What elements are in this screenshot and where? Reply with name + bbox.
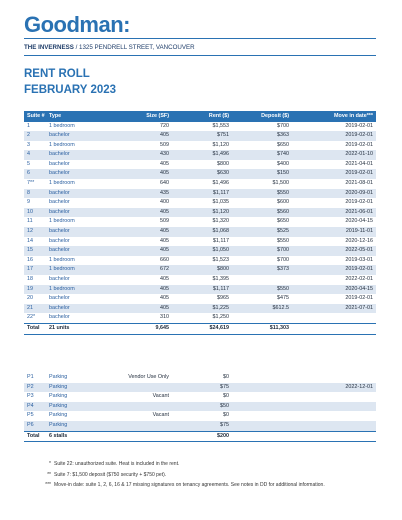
rent-cell: $1,523 [212, 256, 229, 263]
footnote-mark: *** [45, 482, 51, 488]
deposit-cell [232, 313, 292, 323]
building-name: THE INVERNESS [24, 44, 74, 51]
rent-roll-row [24, 189, 376, 199]
stall-rent-cell: $0 [223, 374, 229, 380]
property-address [24, 44, 195, 51]
rent-roll-row [24, 217, 376, 227]
deposit-cell: $650 [277, 141, 289, 148]
deposit-cell: $560 [232, 208, 292, 218]
footnote [34, 480, 325, 491]
footnote [34, 470, 325, 481]
deposit-cell [232, 275, 292, 285]
rent-roll-row [24, 304, 376, 314]
company-logo: Goodman: [24, 12, 130, 37]
stall-move-in-cell: 2022-12-01 [232, 383, 376, 393]
suite-cell: 17 [24, 265, 46, 275]
stall-type-cell: Parking [49, 412, 68, 419]
header-rule-top [24, 38, 376, 39]
stall-rent-cell: $75 [172, 421, 232, 431]
suite-cell: 19 [24, 285, 46, 295]
street-address: 1325 PENDRELL STREET, VANCOUVER [79, 44, 195, 51]
rent-roll-row [24, 246, 376, 256]
suite-cell: 21 [24, 304, 46, 314]
rent-cell: $1,050 [172, 246, 232, 256]
rent-roll-row [24, 227, 376, 237]
move-in-cell: 2019-03-01 [345, 256, 373, 263]
type-cell: 1 bedroom [49, 218, 75, 225]
size-cell: 405 [98, 285, 172, 295]
rent-roll-row [24, 313, 376, 323]
rent-cell: $1,496 [212, 180, 229, 187]
move-in-cell: 2021-07-01 [292, 304, 376, 314]
rent-roll-row [24, 141, 376, 151]
suite-cell: 11 [27, 218, 33, 225]
size-cell: 640 [160, 180, 169, 187]
move-in-cell: 2020-09-01 [292, 189, 376, 199]
stall-rent-cell: $75 [172, 383, 232, 393]
stall-status-cell [98, 402, 172, 412]
deposit-cell: $612.5 [232, 304, 292, 314]
rent-cell: $1,320 [212, 218, 229, 225]
footnote-text: Suite 22: unauthorized suite. Heat is included in the rent. [54, 461, 180, 467]
suite-cell: 18 [27, 276, 33, 282]
rent-roll-row [24, 275, 376, 285]
stall-cell: P2 [24, 383, 46, 393]
type-cell: 1 bedroom [46, 285, 98, 295]
suite-cell: 6 [24, 169, 46, 179]
suite-cell: 4 [24, 150, 46, 160]
rent-cell: $800 [172, 265, 232, 275]
total-label: Total [24, 323, 46, 334]
move-in-cell: 2019-02-01 [292, 131, 376, 141]
total-deposit: $11,303 [232, 323, 292, 334]
rent-cell: $1,035 [212, 199, 229, 206]
total-rent: $24,619 [172, 323, 232, 334]
col-header-deposit: Deposit ($) [232, 111, 292, 122]
type-cell: 1 bedroom [46, 265, 98, 275]
stall-type-cell: Parking [49, 393, 68, 400]
suite-cell: 12 [24, 227, 46, 237]
rent-roll-row [24, 179, 376, 189]
stall-cell: P3 [27, 393, 34, 400]
col-header-rent: Rent ($) [172, 111, 232, 122]
rent-cell: $1,250 [212, 314, 229, 321]
rent-cell: $1,395 [212, 276, 229, 282]
suite-cell: 14 [27, 237, 33, 244]
stall-move-in-cell [232, 402, 376, 412]
size-cell: 720 [160, 122, 169, 129]
stall-move-in-cell [232, 392, 376, 402]
deposit-cell: $400 [277, 160, 289, 167]
stall-type-cell: Parking [46, 383, 98, 393]
suite-cell: 2 [24, 131, 46, 141]
stall-type-cell: Parking [46, 402, 98, 412]
move-in-cell: 2019-02-01 [345, 199, 373, 206]
parking-total-row [24, 431, 376, 442]
size-cell: 430 [98, 150, 172, 160]
deposit-cell: $550 [232, 285, 292, 295]
move-in-cell: 2022-02-01 [345, 276, 373, 282]
size-cell: 400 [160, 199, 169, 206]
deposit-cell: $650 [277, 218, 289, 225]
deposit-cell: $1,500 [272, 180, 289, 187]
deposit-cell: $373 [232, 265, 292, 275]
parking-total-blank [98, 431, 172, 442]
suite-cell: 8 [24, 189, 46, 199]
rent-roll-row [24, 150, 376, 160]
size-cell: 405 [160, 295, 169, 302]
footnotes [34, 459, 325, 491]
size-cell: 405 [160, 237, 169, 244]
type-cell: 1 bedroom [49, 141, 75, 148]
rent-roll-table [24, 111, 376, 335]
move-in-cell: 2019-02-01 [345, 141, 373, 148]
rent-roll-row [24, 160, 376, 170]
stall-type-cell: Parking [49, 374, 68, 380]
parking-total-stalls: 6 stalls [46, 431, 98, 442]
stall-cell: P4 [24, 402, 46, 412]
deposit-cell: $525 [232, 227, 292, 237]
size-cell: 405 [160, 160, 169, 167]
type-cell: bachelor [46, 169, 98, 179]
rent-cell: $1,225 [172, 304, 232, 314]
rent-roll-row [24, 256, 376, 266]
total-move-in [292, 323, 376, 334]
parking-total-move-in [232, 431, 376, 442]
rent-roll-header-row [24, 111, 376, 122]
deposit-cell: $150 [232, 169, 292, 179]
parking-table [24, 373, 376, 442]
size-cell: 509 [160, 141, 169, 148]
rent-cell: $1,553 [212, 122, 229, 129]
footnote [34, 459, 325, 470]
rent-cell: $965 [217, 295, 229, 302]
type-cell: 1 bedroom [49, 122, 75, 129]
stall-status-cell [98, 421, 172, 431]
size-cell: 405 [98, 208, 172, 218]
type-cell: bachelor [46, 189, 98, 199]
stall-cell: P1 [27, 374, 34, 380]
move-in-cell: 2021-06-01 [292, 208, 376, 218]
type-cell: bachelor [46, 304, 98, 314]
parking-total-label: Total [24, 431, 46, 442]
type-cell: bachelor [49, 199, 70, 206]
rent-roll-row [24, 237, 376, 247]
move-in-cell: 2020-04-15 [292, 285, 376, 295]
deposit-cell: $740 [232, 150, 292, 160]
rent-cell: $1,117 [172, 189, 232, 199]
type-cell: bachelor [49, 295, 70, 302]
rent-cell: $1,117 [212, 237, 229, 244]
deposit-cell: $363 [232, 131, 292, 141]
type-cell: bachelor [46, 150, 98, 160]
footnote-mark: * [49, 461, 51, 467]
move-in-cell: 2019-02-01 [345, 122, 373, 129]
deposit-cell: $700 [232, 246, 292, 256]
rent-roll-row [24, 285, 376, 295]
move-in-cell: 2022-05-01 [292, 246, 376, 256]
total-size: 9,645 [98, 323, 172, 334]
suite-cell: 1 [27, 122, 30, 129]
col-header-type: Type [46, 111, 98, 122]
rent-roll-row [24, 208, 376, 218]
suite-cell: 3 [27, 141, 30, 148]
parking-row [24, 373, 376, 383]
size-cell: 672 [98, 265, 172, 275]
move-in-cell: 2020-04-15 [345, 218, 373, 225]
address-separator: / [73, 44, 80, 51]
type-cell: bachelor [46, 227, 98, 237]
deposit-cell: $550 [277, 237, 289, 244]
total-units: 21 units [46, 323, 98, 334]
size-cell: 509 [160, 218, 169, 225]
parking-row [24, 392, 376, 402]
rent-cell: $1,120 [172, 208, 232, 218]
col-header-move-in: Move in date*** [292, 111, 376, 122]
page-title: RENT ROLL [24, 68, 90, 80]
size-cell: 405 [98, 169, 172, 179]
stall-type-cell: Parking [46, 421, 98, 431]
move-in-cell: 2019-02-01 [345, 295, 373, 302]
size-cell: 405 [98, 304, 172, 314]
suite-cell: 20 [27, 295, 33, 302]
footnote-mark: ** [47, 471, 51, 478]
stall-rent-cell: $50 [172, 402, 232, 412]
rent-cell: $1,496 [172, 150, 232, 160]
rent-cell: $800 [217, 160, 229, 167]
type-cell: bachelor [46, 246, 98, 256]
move-in-cell: 2019-02-01 [292, 265, 376, 275]
rent-roll-row [24, 294, 376, 304]
rent-roll-row [24, 122, 376, 132]
move-in-cell: 2019-11-01 [292, 227, 376, 237]
deposit-cell: $475 [277, 295, 289, 302]
deposit-cell: $700 [277, 122, 289, 129]
move-in-cell: 2021-08-01 [345, 180, 373, 187]
type-cell: bachelor [46, 131, 98, 141]
stall-status-cell: Vacant [152, 393, 169, 400]
parking-row [24, 402, 376, 412]
size-cell: 405 [98, 227, 172, 237]
move-in-cell [292, 313, 376, 323]
stall-move-in-cell [232, 411, 376, 421]
size-cell: 405 [98, 246, 172, 256]
deposit-cell: $550 [232, 189, 292, 199]
rent-roll-row [24, 131, 376, 141]
size-cell: 660 [160, 256, 169, 263]
stall-status-cell: Vendor Use Only [128, 374, 169, 380]
rent-roll-row [24, 198, 376, 208]
stall-status-cell [98, 383, 172, 393]
type-cell: bachelor [49, 237, 70, 244]
rent-roll-row [24, 265, 376, 275]
stall-cell: P6 [24, 421, 46, 431]
suite-cell: 5 [27, 160, 30, 167]
footnote-text: Suite 7: $1,500 deposit ($750 security + $750 pet). [54, 471, 167, 478]
move-in-cell: 2022-01-10 [292, 150, 376, 160]
rent-roll-total-row [24, 323, 376, 334]
suite-cell: 7** [27, 180, 35, 187]
col-header-suite: Suite # [24, 111, 46, 122]
size-cell: 310 [160, 314, 169, 321]
deposit-cell: $600 [277, 199, 289, 206]
move-in-cell: 2019-02-01 [292, 169, 376, 179]
page-subtitle: FEBRUARY 2023 [24, 84, 117, 96]
type-cell: 1 bedroom [49, 256, 75, 263]
parking-row [24, 421, 376, 431]
stall-move-in-cell [232, 373, 376, 383]
type-cell: bachelor [46, 208, 98, 218]
stall-move-in-cell [232, 421, 376, 431]
rent-cell: $751 [172, 131, 232, 141]
deposit-cell: $700 [277, 256, 289, 263]
rent-roll-row [24, 169, 376, 179]
size-cell: 405 [98, 131, 172, 141]
rent-cell: $1,120 [212, 141, 229, 148]
col-header-size: Size (SF) [98, 111, 172, 122]
stall-cell: P5 [27, 412, 34, 419]
footnote-text: Move-in date: suite 1, 2, 6, 16 & 17 missing signatures on tenancy agreements. See notes in DD for additional information. [54, 482, 325, 488]
stall-rent-cell: $0 [223, 393, 229, 400]
type-cell: bachelor [49, 314, 70, 321]
type-cell: bachelor [49, 160, 70, 167]
suite-cell: 10 [24, 208, 46, 218]
suite-cell: 16 [27, 256, 33, 263]
move-in-cell: 2021-04-01 [345, 160, 373, 167]
size-cell: 405 [160, 276, 169, 282]
size-cell: 435 [98, 189, 172, 199]
suite-cell: 9 [27, 199, 30, 206]
stall-rent-cell: $0 [223, 412, 229, 419]
type-cell: 1 bedroom [49, 180, 75, 187]
parking-row [24, 411, 376, 421]
parking-total-rent: $200 [172, 431, 232, 442]
rent-cell: $630 [172, 169, 232, 179]
rent-cell: $1,117 [172, 285, 232, 295]
rent-cell: $1,068 [172, 227, 232, 237]
type-cell: bachelor [49, 276, 70, 282]
suite-cell: 22* [27, 314, 36, 321]
parking-row [24, 383, 376, 393]
suite-cell: 15 [24, 246, 46, 256]
stall-status-cell: Vacant [152, 412, 169, 419]
move-in-cell: 2020-12-16 [345, 237, 373, 244]
header-rule-bottom [24, 55, 376, 56]
